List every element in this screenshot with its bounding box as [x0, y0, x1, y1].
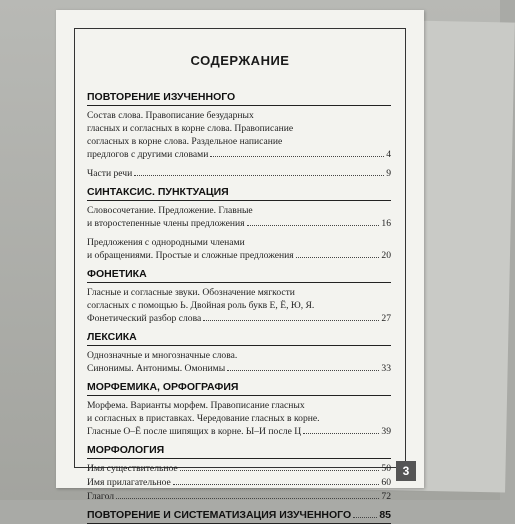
section-heading: МОРФЕМИКА, ОРФОГРАФИЯ [87, 381, 391, 396]
entry-last-line [87, 148, 391, 161]
toc-entry [87, 490, 391, 503]
dot-leader [296, 257, 380, 258]
contents-frame [74, 28, 406, 521]
toc-entry [87, 349, 391, 375]
entry-last-line [87, 167, 391, 180]
toc-section [87, 91, 391, 180]
entry-page-number: 39 [381, 426, 391, 437]
page-title: СОДЕРЖАНИЕ [190, 53, 290, 68]
entry-page-number: 72 [381, 491, 391, 502]
entry-title: Синонимы. Антонимы. Омонимы [87, 363, 226, 374]
entry-page-number: 16 [381, 218, 391, 229]
book-page [56, 10, 424, 521]
entry-text-line: Гласные и согласные звуки. Обозначение мягкости [87, 287, 295, 298]
toc-section [87, 268, 391, 325]
entry-page-number: 60 [381, 477, 391, 488]
entry-text-line: согласных в корне слова. Раздельное написание [87, 136, 283, 147]
entry-text-line: Однозначные и многозначные слова. [87, 350, 238, 361]
entry-title: и обращениями. Простые и сложные предложения [87, 250, 294, 261]
dot-leader [247, 225, 380, 226]
section-heading: ПОВТОРЕНИЕ ИЗУЧЕННОГО [87, 91, 391, 106]
entry-last-line [87, 362, 391, 375]
toc-entry [87, 462, 391, 475]
entry-page-number: 9 [386, 168, 391, 179]
toc-entry [87, 476, 391, 489]
toc-section [87, 331, 391, 375]
section-heading: ФОНЕТИКА [87, 268, 391, 283]
toc-entry [87, 204, 391, 230]
entry-last-line [87, 490, 391, 503]
entry-text-line: Предложения с однородными членами [87, 237, 245, 248]
final-section-heading [87, 509, 391, 524]
entry-title: Части речи [87, 168, 133, 179]
entry-title: Имя существительное [87, 463, 178, 474]
toc-entry [87, 286, 391, 325]
dot-leader [303, 433, 379, 434]
dot-leader [116, 498, 379, 499]
entry-text-line: и согласных в приставках. Чередование гласных в корне. [87, 413, 320, 424]
toc-section [87, 444, 391, 503]
entry-title: предлогов с другими словами [87, 149, 209, 160]
final-section-title: ПОВТОРЕНИЕ И СИСТЕМАТИЗАЦИЯ ИЗУЧЕННОГО [87, 509, 352, 521]
dot-leader [353, 517, 377, 518]
toc-section [87, 186, 391, 262]
toc-entry [87, 236, 391, 262]
entry-text-line: согласных с помощью Ь. Двойная роль букв Е, Ё, Ю, Я. [87, 300, 315, 311]
entry-page-number: 4 [386, 149, 391, 160]
dot-leader [227, 370, 379, 371]
section-heading: МОРФОЛОГИЯ [87, 444, 391, 459]
section-heading: ЛЕКСИКА [87, 331, 391, 346]
entry-page-number: 27 [381, 313, 391, 324]
entry-last-line [87, 425, 391, 438]
page-number-badge: 3 [396, 461, 416, 481]
toc-section [87, 381, 391, 438]
entry-text-line: гласных и согласных в корне слова. Правописание [87, 123, 294, 134]
entry-last-line [87, 217, 391, 230]
entry-title: и второстепенные члены предложения [87, 218, 245, 229]
entry-title: Фонетический разбор слова [87, 313, 202, 324]
dot-leader [180, 470, 380, 471]
entry-title: Глагол [87, 491, 115, 502]
final-page-number: 85 [379, 509, 391, 521]
entry-page-number: 20 [381, 250, 391, 261]
entry-last-line [87, 476, 391, 489]
entry-text-line: Словосочетание. Предложение. Главные [87, 205, 253, 216]
section-heading: СИНТАКСИС. ПУНКТУАЦИЯ [87, 186, 391, 201]
entry-last-line [87, 312, 391, 325]
toc-entry [87, 399, 391, 438]
dot-leader [134, 175, 384, 176]
dot-leader [173, 484, 380, 485]
entry-last-line [87, 249, 391, 262]
table-of-contents [87, 91, 391, 524]
entry-last-line [87, 462, 391, 475]
entry-text-line: Состав слова. Правописание безударных [87, 110, 254, 121]
entry-page-number: 50 [381, 463, 391, 474]
toc-entry [87, 109, 391, 161]
toc-entry [87, 167, 391, 180]
entry-page-number: 33 [381, 363, 391, 374]
entry-title: Имя прилагательное [87, 477, 171, 488]
entry-title: Гласные О–Ё после шипящих в корне. Ы–И после Ц [87, 426, 302, 437]
dot-leader [203, 320, 379, 321]
dot-leader [210, 156, 384, 157]
entry-text-line: Морфема. Варианты морфем. Правописание гласных [87, 400, 305, 411]
